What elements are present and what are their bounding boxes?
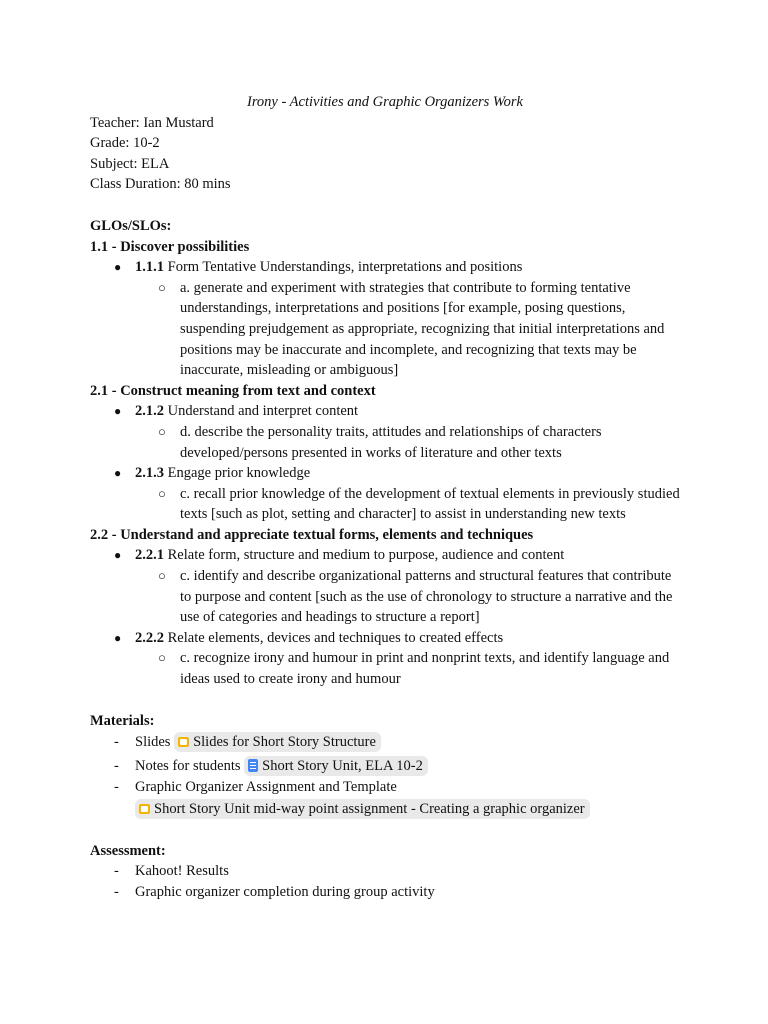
google-docs-icon	[248, 759, 258, 772]
subitem-text: c. recall prior knowledge of the development of textual elements in previously studied texts [such as plot, setting and character] to assist in understanding new texts	[180, 485, 680, 523]
bullet-icon: ●	[114, 260, 122, 275]
teacher-line: Teacher: Ian Mustard	[90, 114, 214, 131]
notes-link-chip[interactable]	[244, 756, 428, 776]
outcome-text: Relate form, structure and medium to purpose, audience and content	[164, 547, 565, 564]
dash-bullet: -	[114, 883, 119, 900]
google-slides-icon	[139, 804, 150, 814]
outcome-item	[90, 257, 680, 278]
circle-bullet-icon: ○	[158, 568, 166, 584]
outcome-code: 1.1.1	[135, 259, 164, 276]
outcome-subitem	[90, 566, 680, 628]
materials-item	[90, 756, 680, 777]
outcome-subitem	[90, 422, 680, 463]
outcome-text: Relate elements, devices and techniques to created effects	[164, 629, 504, 646]
outcome-code: 2.1.3	[135, 465, 164, 482]
outcome-item	[90, 545, 680, 566]
materials-item	[90, 732, 680, 753]
glos-heading: GLOs/SLOs:	[90, 217, 172, 234]
duration-line: Class Duration: 80 mins	[90, 176, 231, 193]
materials-heading: Materials:	[90, 712, 155, 729]
subitem-text: d. describe the personality traits, attitudes and relationships of characters developed/persons presented in works of literature and other texts	[180, 423, 602, 461]
grade-line: Grade: 10-2	[90, 135, 160, 152]
subitem-text: c. recognize irony and humour in print and nonprint texts, and identify language and ideas used to create irony and humour	[180, 650, 670, 688]
assessment-heading: Assessment:	[90, 842, 166, 859]
slides-label: Slides	[135, 734, 171, 751]
outcome-item	[90, 628, 680, 649]
outcome-subitem	[90, 278, 680, 381]
circle-bullet-icon: ○	[158, 485, 166, 501]
outcome-code: 2.2.1	[135, 547, 164, 564]
assessment-item-text: Kahoot! Results	[135, 863, 229, 880]
subitem-text: a. generate and experiment with strategies that contribute to forming tentative understandings, interpretations and positions [for example, posing questions, suspending prejudgement as appropriate, recognizing that initial interpretations and positions may be inaccurate and incomplete, and recognizing that texts may be inaccurate, misleading or ambiguous]	[180, 279, 665, 379]
assessment-item	[90, 861, 680, 882]
section-heading: 1.1 - Discover possibilities	[90, 238, 250, 255]
slides-link-chip[interactable]	[174, 732, 381, 752]
outcome-code: 2.1.2	[135, 403, 164, 420]
notes-chip-label: Short Story Unit, ELA 10-2	[262, 757, 423, 774]
outcome-text: Form Tentative Understandings, interpretations and positions	[164, 259, 523, 276]
outcome-item	[90, 401, 680, 422]
outcome-item	[90, 463, 680, 484]
outcome-subitem	[90, 484, 680, 525]
organizer-chip-label: Short Story Unit mid-way point assignment - Creating a graphic organizer	[154, 801, 585, 817]
bullet-icon: ●	[114, 548, 122, 563]
section-heading: 2.1 - Construct meaning from text and context	[90, 382, 376, 399]
assessment-item-text: Graphic organizer completion during group activity	[135, 883, 435, 900]
dash-bullet: -	[114, 734, 119, 751]
subject-line: Subject: ELA	[90, 155, 170, 172]
materials-item	[90, 777, 680, 798]
circle-bullet-icon: ○	[158, 279, 166, 295]
dash-bullet: -	[114, 863, 119, 880]
outcome-subitem	[90, 648, 680, 689]
google-slides-icon	[178, 737, 189, 747]
assessment-item	[90, 882, 680, 903]
organizer-link-chip[interactable]	[135, 799, 590, 819]
slides-chip-label: Slides for Short Story Structure	[193, 734, 376, 751]
notes-label: Notes for students	[135, 757, 241, 774]
outcome-text: Engage prior knowledge	[164, 465, 311, 482]
bullet-icon: ●	[114, 466, 122, 481]
dash-bullet: -	[114, 779, 119, 796]
organizer-chip-row	[90, 799, 680, 820]
dash-bullet: -	[114, 757, 119, 774]
bullet-icon: ●	[114, 630, 122, 645]
outcome-text: Understand and interpret content	[164, 403, 359, 420]
circle-bullet-icon: ○	[158, 423, 166, 439]
document-page	[90, 92, 680, 902]
section-heading: 2.2 - Understand and appreciate textual forms, elements and techniques	[90, 526, 534, 543]
outcome-code: 2.2.2	[135, 629, 164, 646]
organizer-label: Graphic Organizer Assignment and Template	[135, 779, 397, 796]
document-title: Irony - Activities and Graphic Organizers Work	[246, 94, 523, 110]
bullet-icon: ●	[114, 404, 122, 419]
subitem-text: c. identify and describe organizational patterns and structural features that contribute to purpose and content [such as the use of chronology to structure a narrative and the use of categories and headings to structure a report]	[180, 568, 673, 626]
circle-bullet-icon: ○	[158, 650, 166, 666]
